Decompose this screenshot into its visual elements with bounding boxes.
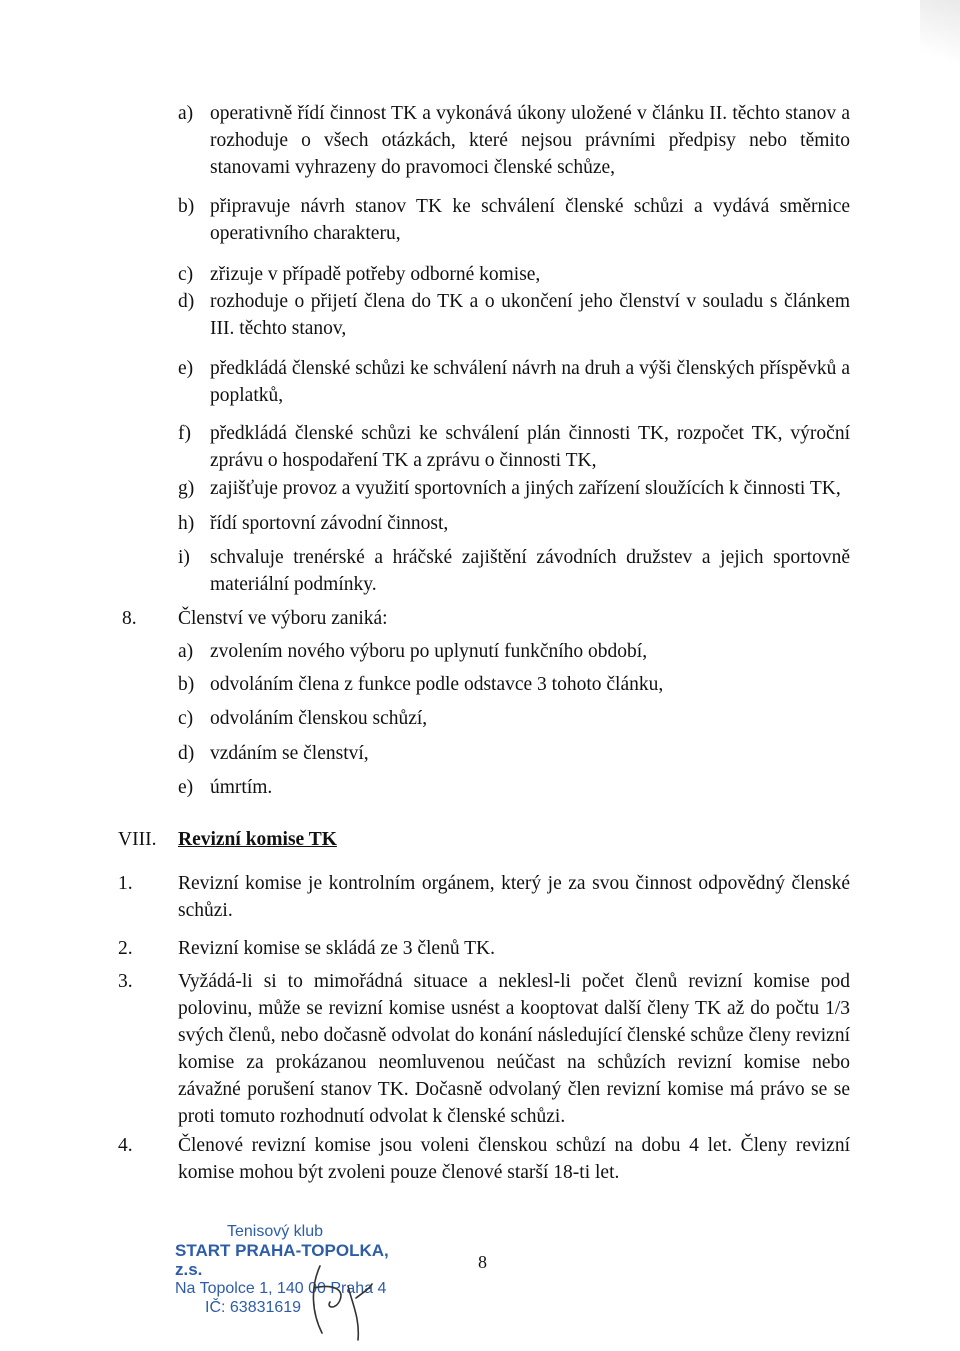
termination-item-1-label: b) <box>178 674 195 695</box>
termination-item-2-label: c) <box>178 708 194 729</box>
duty-item-3-label: d) <box>178 291 195 312</box>
duty-item-1-text: připravuje návrh stanov TK ke schválení členské schůzi a vydává směrnice operativního charakteru, <box>210 196 850 244</box>
duty-item-0-label: a) <box>178 103 194 124</box>
duty-item-7-label: h) <box>178 513 195 534</box>
handwritten-signature <box>300 1258 390 1348</box>
stamp-line-1: Tenisový klub <box>226 1223 324 1240</box>
duty-item-5-text: předkládá členské schůzi ke schválení plán činnosti TK, rozpočet TK, výroční zprávu o hospodaření TK a zprávu o činnosti TK, <box>210 423 850 471</box>
duty-item-1-label: b) <box>178 196 195 217</box>
audit-point-0-number: 1. <box>118 873 133 894</box>
termination-item-4-label: e) <box>178 777 194 798</box>
termination-item-1-text: odvoláním člena z funkce podle odstavce 3 tohoto článku, <box>210 674 664 695</box>
stamp-line-3: Na Topolce 1, 140 00 Praha 4 <box>175 1280 387 1297</box>
audit-point-2-number: 3. <box>118 971 133 992</box>
point-8-number: 8. <box>122 608 137 629</box>
duty-item-8-label: i) <box>178 547 190 568</box>
page-number: 8 <box>478 1252 487 1272</box>
section-title: Revizní komise TK <box>178 829 337 850</box>
audit-point-1-number: 2. <box>118 938 133 959</box>
stamp-line-4: IČ: 63831619 <box>205 1299 302 1316</box>
duty-item-0-text: operativně řídí činnost TK a vykonává úkony uložené v článku II. těchto stanov a rozhoduje o všech otázkách, které nejsou právními předpisy nebo těmito stanovami vyhrazeny do pravomoci členské schůze, <box>210 103 850 178</box>
termination-item-2-text: odvoláním členskou schůzí, <box>210 708 428 729</box>
duty-item-4-text: předkládá členské schůzi ke schválení návrh na druh a výši členských příspěvků a poplatků, <box>210 358 850 406</box>
audit-point-2-text: Vyžádá-li si to mimořádná situace a neklesl-li počet členů revizní komise pod polovinu, může se revizní komise usnést a kooptovat další členy TK až do počtu 1/3 svých členů, nebo dočasně odvolat do konání následující členské schůze členy revizní komise za prokázanou neomluvenou neúčast na schůzích revizní komise nebo závažné porušení stanov TK. Dočasně odvolaný člen revizní komise má právo se se proti tomuto rozhodnutí odvolat k členské schůzi. <box>178 971 850 1127</box>
duty-item-2-label: c) <box>178 264 194 285</box>
duty-item-7-text: řídí sportovní závodní činnost, <box>210 513 449 534</box>
stamp-line-2: START PRAHA-TOPOLKA, z.s. <box>175 1241 389 1279</box>
point-8-title: Členství ve výboru zaniká: <box>178 608 388 629</box>
section-number: VIII. <box>118 829 157 850</box>
page-fold-shadow <box>920 0 960 80</box>
duty-item-6-text: zajišťuje provoz a využití sportovních a jiných zařízení sloužících k činnosti TK, <box>210 478 841 499</box>
duty-item-6-label: g) <box>178 478 195 499</box>
duty-item-3-text: rozhoduje o přijetí člena do TK a o ukončení jeho členství v souladu s článkem III. těchto stanov, <box>210 291 850 339</box>
audit-point-1-text: Revizní komise se skládá ze 3 členů TK. <box>178 938 495 959</box>
duty-item-4-label: e) <box>178 358 194 379</box>
termination-item-0-label: a) <box>178 641 194 662</box>
duty-item-5-label: f) <box>178 423 191 444</box>
audit-point-3-number: 4. <box>118 1135 133 1156</box>
termination-item-0-text: zvolením nového výboru po uplynutí funkčního období, <box>210 641 648 662</box>
duty-item-2-text: zřizuje v případě potřeby odborné komise, <box>210 264 541 285</box>
termination-item-4-text: úmrtím. <box>210 777 273 798</box>
duty-item-8-text: schvaluje trenérské a hráčské zajištění závodních družstev a jejich sportovně materiální podmínky. <box>210 547 850 595</box>
audit-point-0-text: Revizní komise je kontrolním orgánem, který je za svou činnost odpovědný členské schůzi. <box>178 873 850 921</box>
audit-point-3-text: Členové revizní komise jsou voleni členskou schůzí na dobu 4 let. Členy revizní komise mohou být zvoleni pouze členové starší 18-ti let. <box>178 1135 850 1183</box>
termination-item-3-label: d) <box>178 743 195 764</box>
termination-item-3-text: vzdáním se členství, <box>210 743 369 764</box>
